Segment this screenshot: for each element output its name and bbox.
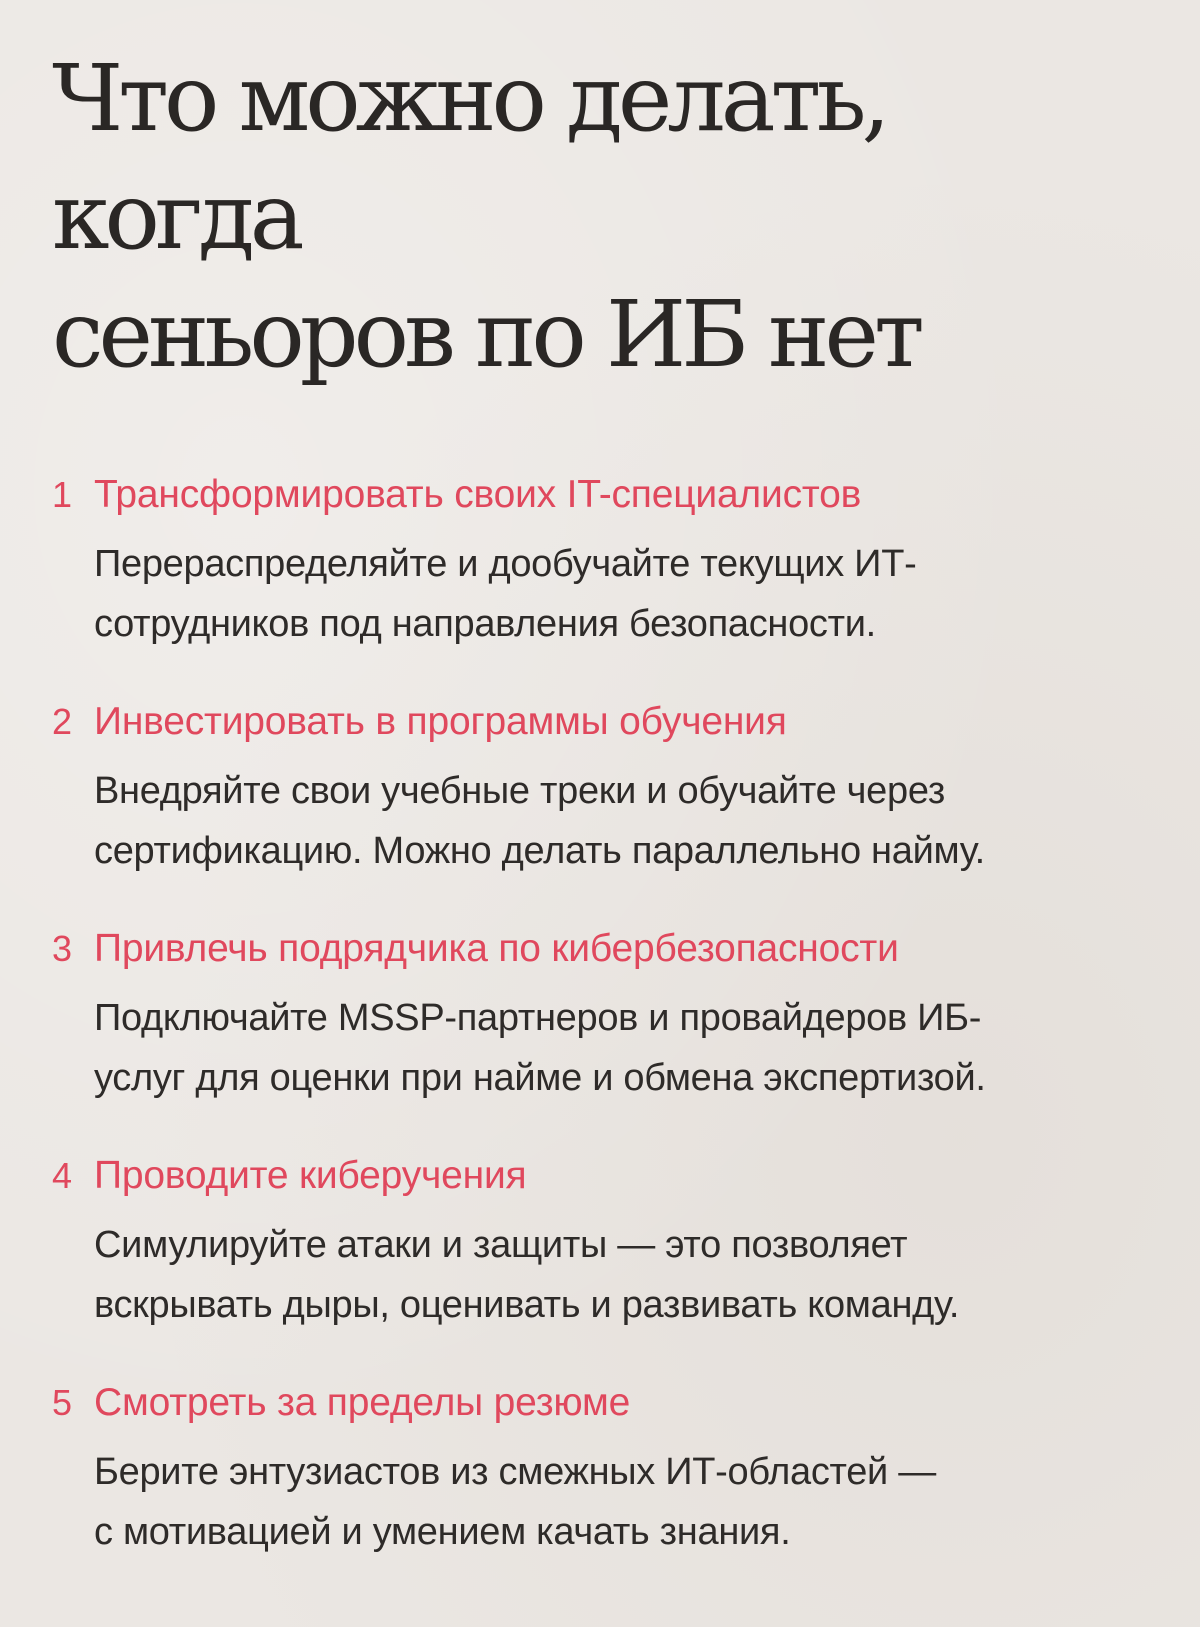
item-description-line-2: с мотивацией и умением качать знания. — [94, 1511, 791, 1553]
item-description-line-2: вскрывать дыры, оценивать и развивать команду. — [94, 1284, 960, 1326]
item-description — [94, 988, 1124, 1108]
item-description-line-2: сотрудников под направления безопасности. — [94, 603, 876, 645]
item-content — [94, 1380, 1144, 1562]
item-description-line-2: услуг для оценки при найме и обмена экспертизой. — [94, 1057, 986, 1099]
page-title-line-2: сеньоров по ИБ нет — [52, 281, 920, 388]
page-title — [52, 40, 1152, 394]
item-description — [94, 1215, 1124, 1335]
item-description-line-1: Подключайте MSSP-партнеров и провайдеров ИБ- — [94, 997, 982, 1039]
item-description-line-1: Берите энтузиастов из смежных ИТ-областей — — [94, 1451, 936, 1493]
list-item — [52, 1153, 1144, 1335]
item-number: 3 — [52, 928, 73, 969]
item-title: Смотреть за пределы резюме — [94, 1381, 631, 1424]
item-description — [94, 761, 1124, 881]
page-title-line-1: Что можно делать, когда — [52, 45, 886, 270]
list-item — [52, 926, 1144, 1108]
item-title: Привлечь подрядчика по кибербезопасности — [94, 927, 899, 970]
list-item — [52, 1380, 1144, 1562]
list-item — [52, 699, 1144, 881]
item-title: Трансформировать своих IT-специалистов — [94, 473, 862, 516]
item-description — [94, 1442, 1124, 1562]
item-title: Проводите киберучения — [94, 1154, 527, 1197]
item-content — [94, 699, 1144, 881]
item-description-line-1: Внедряйте свои учебные треки и обучайте через — [94, 770, 945, 812]
item-number: 5 — [52, 1382, 73, 1423]
item-description — [94, 534, 1124, 654]
item-description-line-1: Симулируйте атаки и защиты — это позволяет — [94, 1224, 908, 1266]
item-number: 4 — [52, 1155, 73, 1196]
item-description-line-2: сертификацию. Можно делать параллельно найму. — [94, 830, 985, 872]
item-content — [94, 1153, 1144, 1335]
item-number: 2 — [52, 701, 73, 742]
item-content — [94, 926, 1144, 1108]
tips-list — [52, 472, 1144, 1562]
item-number: 1 — [52, 474, 73, 515]
list-item — [52, 472, 1144, 654]
item-description-line-1: Перераспределяйте и дообучайте текущих ИТ- — [94, 543, 917, 585]
item-content — [94, 472, 1144, 654]
item-title: Инвестировать в программы обучения — [94, 700, 787, 743]
